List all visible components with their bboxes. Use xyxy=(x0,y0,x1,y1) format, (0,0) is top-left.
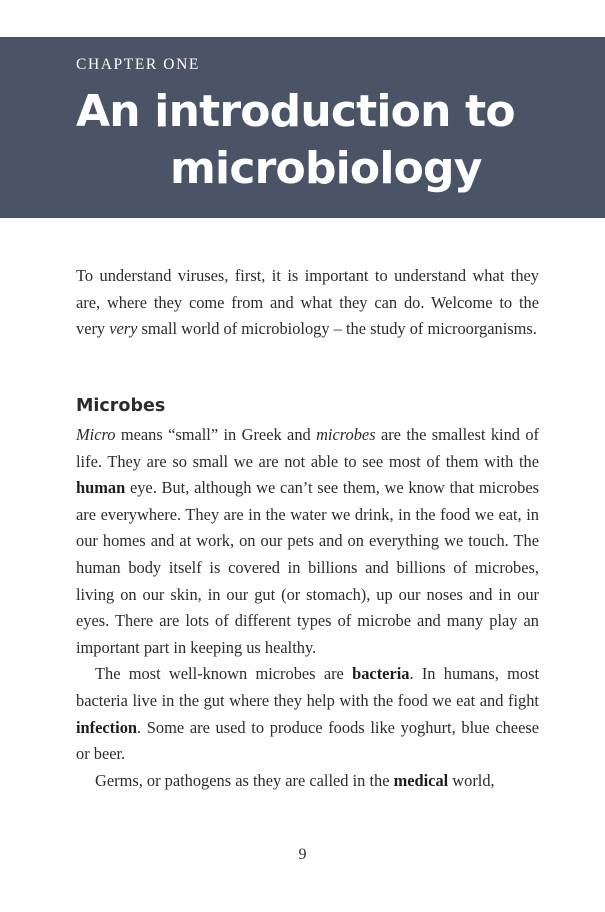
chapter-title xyxy=(76,83,576,197)
glossary-term-infection: infection xyxy=(76,717,138,737)
term-micro: Micro xyxy=(76,425,116,444)
chapter-label: CHAPTER ONE xyxy=(76,56,200,73)
chapter-title-line2: microbiology xyxy=(170,143,482,194)
paragraph-microbes xyxy=(76,422,539,661)
text-segment: . In humans, most bacteria live in the gut where they help with the food we eat and fight xyxy=(76,664,540,710)
text-segment: means “small” in Greek and xyxy=(115,425,317,444)
intro-text-1: To understand viruses, first, it is important to understand what they are, where they come from and what they can do. Welcome to the very xyxy=(76,266,539,339)
glossary-term-bacteria: bacteria xyxy=(352,664,410,684)
paragraph-bacteria xyxy=(76,661,539,767)
chapter-title-line1: An introduction to xyxy=(76,86,515,137)
paragraph-germs xyxy=(76,768,539,795)
section-body xyxy=(76,422,539,794)
intro-text-2: small world of microbiology – the study of microorganisms. xyxy=(137,319,537,339)
text-segment: . Some are used to produce foods like yoghurt, blue cheese or beer. xyxy=(76,717,539,764)
section-heading: Microbes xyxy=(76,396,166,416)
glossary-term-human: human xyxy=(76,478,126,498)
page-number: 9 xyxy=(298,846,307,863)
text-segment: eye. But, although we can’t see them, we know that microbes are everywhere. They are in the water we drink, in the food we eat, in our homes and at work, on our pets and on everything we touch. The human body itself is covered in billions and billions of microbes, living on our skin, in our gut (or stomach), up our noses and in our eyes. There are lots of different types of microbe and many play an important part in keeping us healthy. xyxy=(76,478,539,657)
glossary-term-medical: medical xyxy=(393,770,449,790)
text-segment: Germs, or pathogens as they are called in the xyxy=(95,770,394,790)
text-segment: The most well-known microbes are xyxy=(95,664,353,684)
text-segment: world, xyxy=(448,770,495,790)
term-microbes: microbes xyxy=(316,425,376,444)
intro-paragraph xyxy=(76,263,539,343)
text-segment: are the smallest kind of life. They are so small we are not able to see most of them with the xyxy=(76,425,539,471)
intro-emphasis: very xyxy=(109,319,138,339)
